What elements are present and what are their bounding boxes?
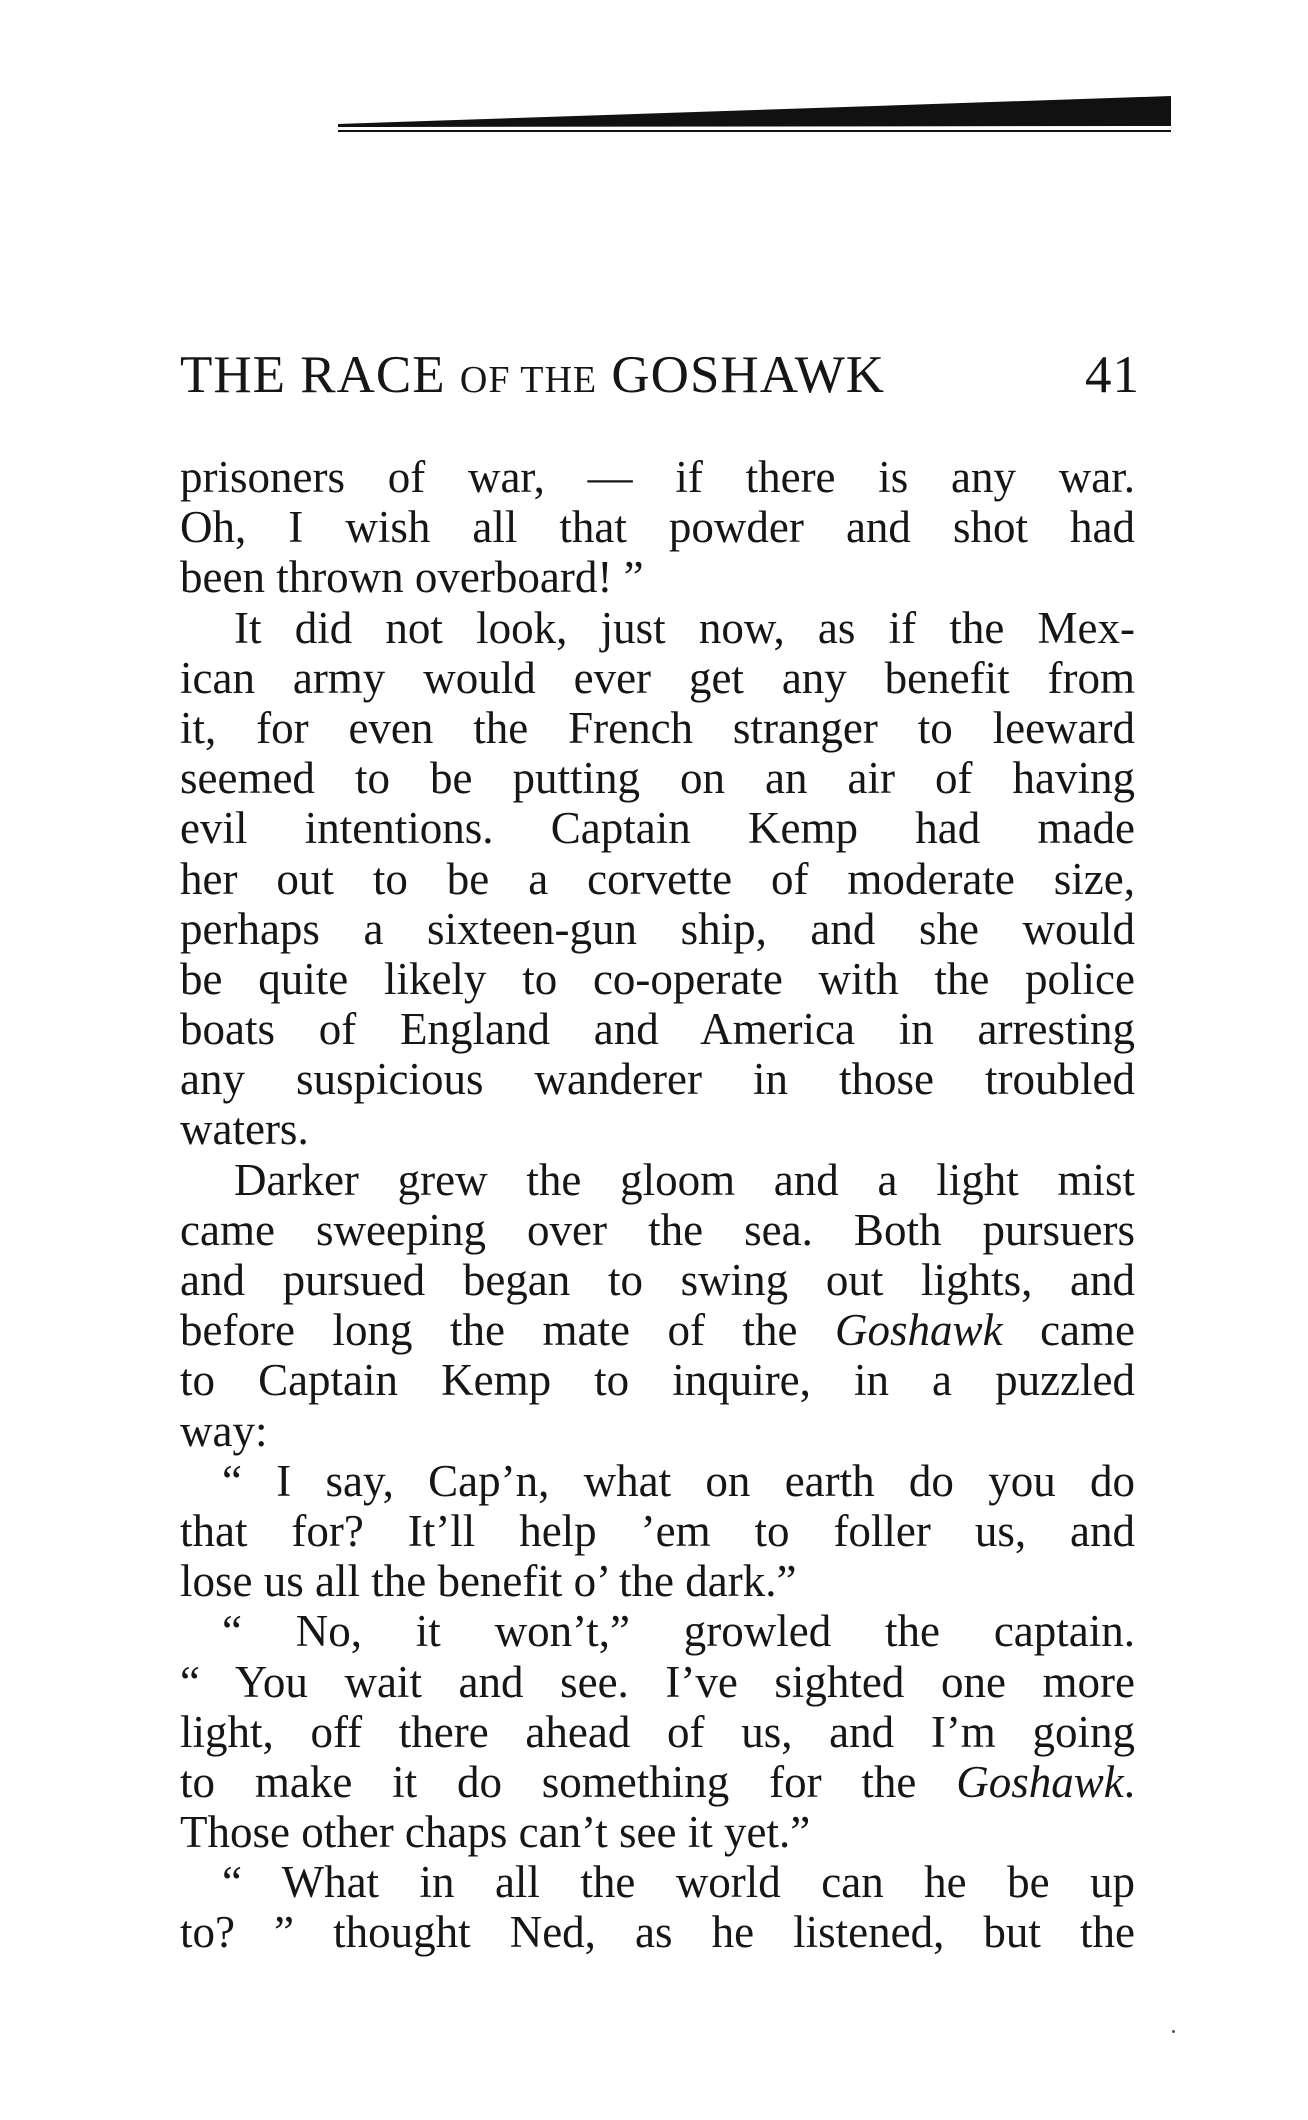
text-line: ican army would ever get any benefit from — [180, 652, 1135, 703]
text-line: been thrown overboard! ” — [180, 552, 644, 603]
text-line: evil intentions. Captain Kemp had made — [180, 803, 1135, 854]
text-line: Darker grew the gloom and a light mist — [234, 1154, 1135, 1205]
text-line: lose us all the benefit o’ the dark.” — [180, 1556, 797, 1607]
text-line: waters. — [180, 1104, 309, 1155]
text-line: her out to be a corvette of moderate size, — [180, 853, 1135, 904]
text-line: that for? It’ll help ’em to foller us, and — [180, 1505, 1135, 1556]
text-line: seemed to be putting on an air of having — [180, 753, 1135, 804]
ship-name: Goshawk — [956, 1756, 1124, 1807]
running-title: THE RACE OF THE GOSHAWK — [180, 346, 886, 404]
text-line: light, off there ahead of us, and I’m going — [180, 1706, 1135, 1757]
text-line: “ What in all the world can he be up — [222, 1857, 1135, 1908]
text-line: to make it do something for the Goshawk. — [180, 1756, 1135, 1807]
text-line: boats of England and America in arresting — [180, 1004, 1135, 1055]
text-line: It did not look, just now, as if the Mex- — [234, 602, 1135, 653]
text-line: prisoners of war, — if there is any war. — [180, 452, 1135, 502]
text-line: any suspicious wanderer in those troubled — [180, 1054, 1135, 1105]
running-head — [180, 345, 1140, 405]
text-line: came sweeping over the sea. Both pursuers — [180, 1204, 1135, 1255]
text-line: it, for even the French stranger to leeward — [180, 702, 1135, 753]
text-line: “ You wait and see. I’ve sighted one more — [180, 1656, 1135, 1707]
text-line: Oh, I wish all that powder and shot had — [180, 502, 1135, 553]
body-text — [180, 452, 1135, 1958]
text-line: and pursued began to swing out lights, and — [180, 1255, 1135, 1305]
text-line: before long the mate of the Goshawk came — [180, 1305, 1136, 1356]
ship-name: Goshawk — [835, 1305, 1003, 1356]
text-line: way: — [180, 1405, 268, 1456]
header-rule — [338, 96, 1171, 136]
text-line: “ No, it won’t,” growled the captain. — [222, 1606, 1135, 1657]
text-line: Those other chaps can’t see it yet.” — [180, 1807, 811, 1858]
text-line: to Captain Kemp to inquire, in a puzzled — [180, 1355, 1135, 1406]
text-line: perhaps a sixteen-gun ship, and she would — [180, 903, 1135, 954]
text-line: be quite likely to co-operate with the police — [180, 953, 1135, 1004]
paper-speck — [1172, 2030, 1175, 2033]
text-line: to? ” thought Ned, as he listened, but the — [180, 1907, 1135, 1958]
page-number: 41 — [1085, 346, 1140, 404]
text-line: “ I say, Cap’n, what on earth do you do — [222, 1455, 1135, 1506]
